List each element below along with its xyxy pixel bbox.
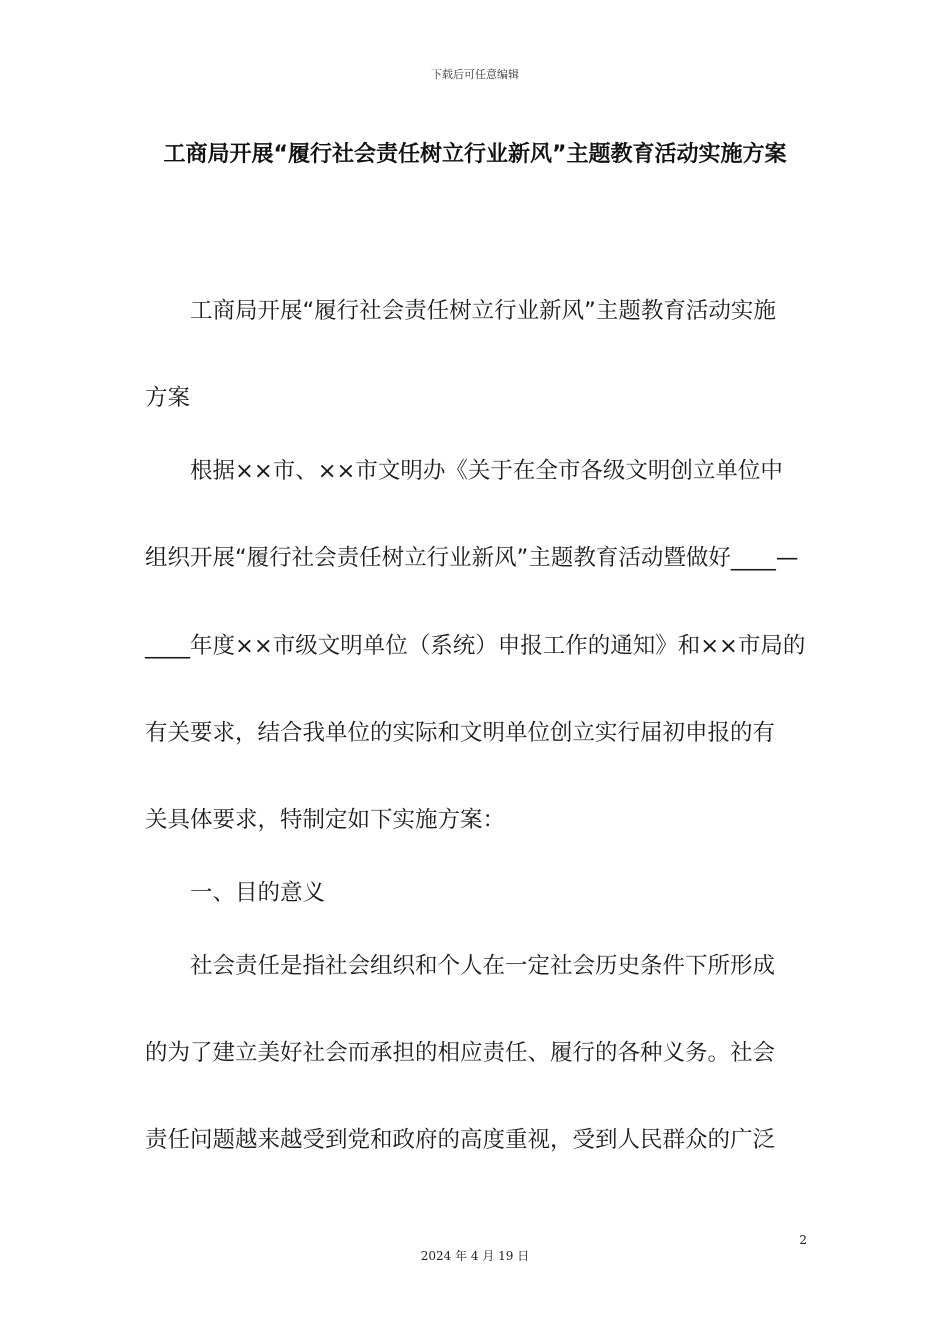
section-heading: 一、目的意义 <box>145 880 326 906</box>
body-line: 责任问题越来越受到党和政府的高度重视，受到人民群众的广泛 <box>145 1127 776 1153</box>
body-line: 组织开展“履行社会责任树立行业新风”主题教育活动暨做好____— <box>145 545 799 571</box>
body-line: 方案 <box>145 385 191 411</box>
body-line: 社会责任是指社会组织和个人在一定社会历史条件下所形成 <box>145 953 776 979</box>
document-title: 工商局开展“履行社会责任树立行业新风”主题教育活动实施方案 <box>163 142 787 167</box>
body-line: 工商局开展“履行社会责任树立行业新风”主题教育活动实施 <box>145 298 776 324</box>
body-line: 的为了建立美好社会而承担的相应责任、履行的各种义务。社会 <box>145 1040 776 1066</box>
body-line: 有关要求，结合我单位的实际和文明单位创立实行届初申报的有 <box>145 720 776 746</box>
page-number: 2 <box>799 1233 807 1247</box>
body-line: 关具体要求，特制定如下实施方案： <box>145 807 506 833</box>
footer-date: 2024 年 4 月 19 日 <box>420 1249 530 1263</box>
body-line: 根据××市、××市文明办《关于在全市各级文明创立单位中 <box>145 458 783 484</box>
body-line: ____年度××市级文明单位（系统）申报工作的通知》和××市局的 <box>145 633 806 659</box>
header-note: 下载后可任意编辑 <box>431 68 519 81</box>
